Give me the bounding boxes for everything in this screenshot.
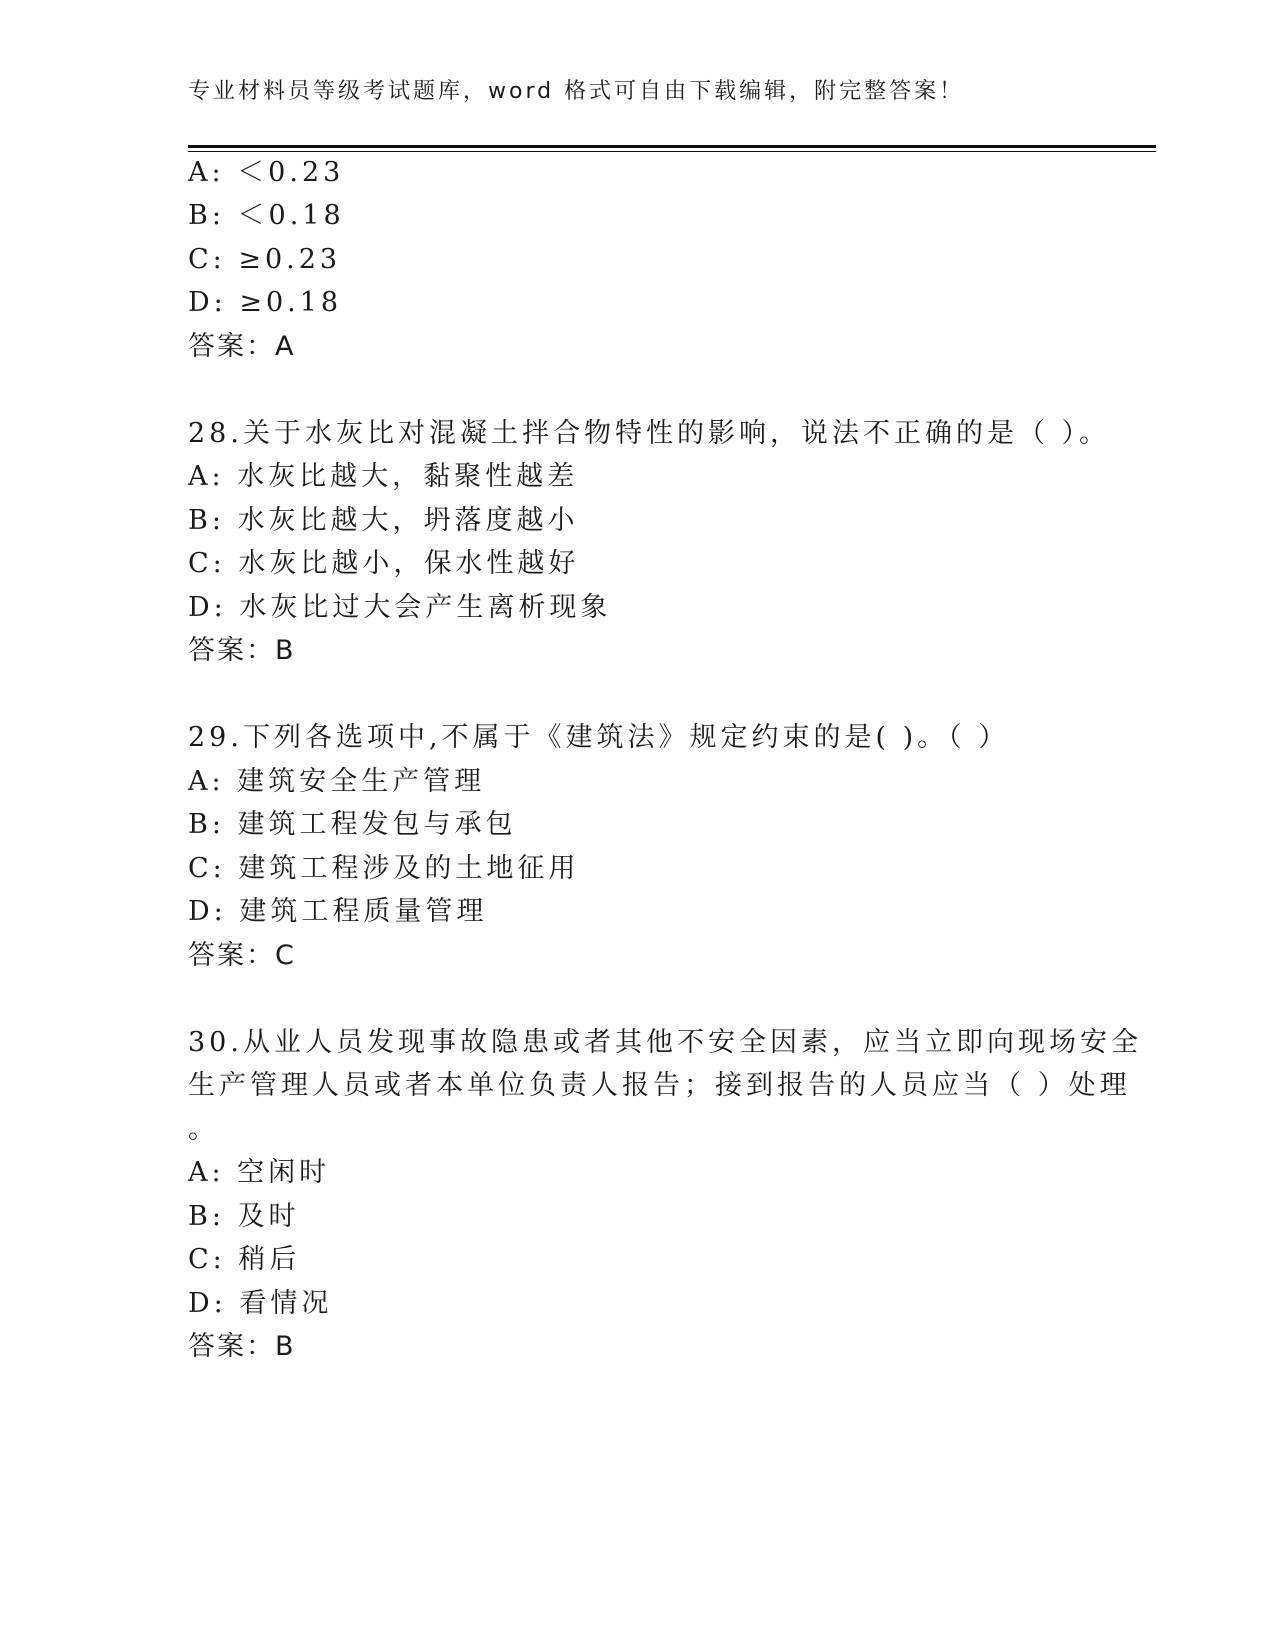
q29-option-a: A: 建筑安全生产管理 (188, 766, 486, 797)
q29-option-b: B: 建筑工程发包与承包 (188, 809, 517, 840)
q29-option-c: C: 建筑工程涉及的土地征用 (188, 853, 580, 884)
q28-option-a: A: 水灰比越大，黏聚性越差 (188, 461, 579, 492)
q28-answer: 答案：B (188, 635, 296, 666)
q27-option-d: D: ≥0.18 (188, 287, 343, 318)
header-note: 专业材料员等级考试题库，word 格式可自由下载编辑，附完整答案！ (188, 79, 965, 104)
q30-stem-line2: 生产管理人员或者本单位负责人报告；接到报告的人员应当（ ）处理 (188, 1070, 1131, 1101)
q27-option-b: B: ＜0.18 (188, 200, 345, 231)
q27-answer: 答案：A (188, 331, 296, 362)
q30-option-d: D: 看情况 (188, 1288, 333, 1319)
q28-stem: 28.关于水灰比对混凝土拌合物特性的影响，说法不正确的是（ ）。 (188, 418, 1111, 449)
q30-option-c: C: 稍后 (188, 1244, 301, 1275)
header-rule-thin (188, 151, 1156, 152)
q30-option-b: B: 及时 (188, 1201, 300, 1232)
q30-stem-line3: 。 (188, 1114, 219, 1145)
q30-option-a: A: 空闲时 (188, 1157, 331, 1188)
q29-answer: 答案：C (188, 940, 296, 971)
q28-option-b: B: 水灰比越大，坍落度越小 (188, 505, 579, 536)
header-rule-thick (188, 145, 1156, 148)
q27-option-a: A: ＜0.23 (188, 157, 345, 188)
q30-stem-line1: 30.从业人员发现事故隐患或者其他不安全因素，应当立即向现场安全 (188, 1027, 1142, 1058)
q29-option-d: D: 建筑工程质量管理 (188, 896, 488, 927)
q29-stem: 29.下列各选项中,不属于《建筑法》规定约束的是( )。（ ） (188, 722, 1010, 753)
q30-answer: 答案：B (188, 1331, 296, 1362)
q27-option-c: C: ≥0.23 (188, 244, 342, 275)
q28-option-c: C: 水灰比越小，保水性越好 (188, 548, 580, 579)
q28-option-d: D: 水灰比过大会产生离析现象 (188, 592, 612, 623)
